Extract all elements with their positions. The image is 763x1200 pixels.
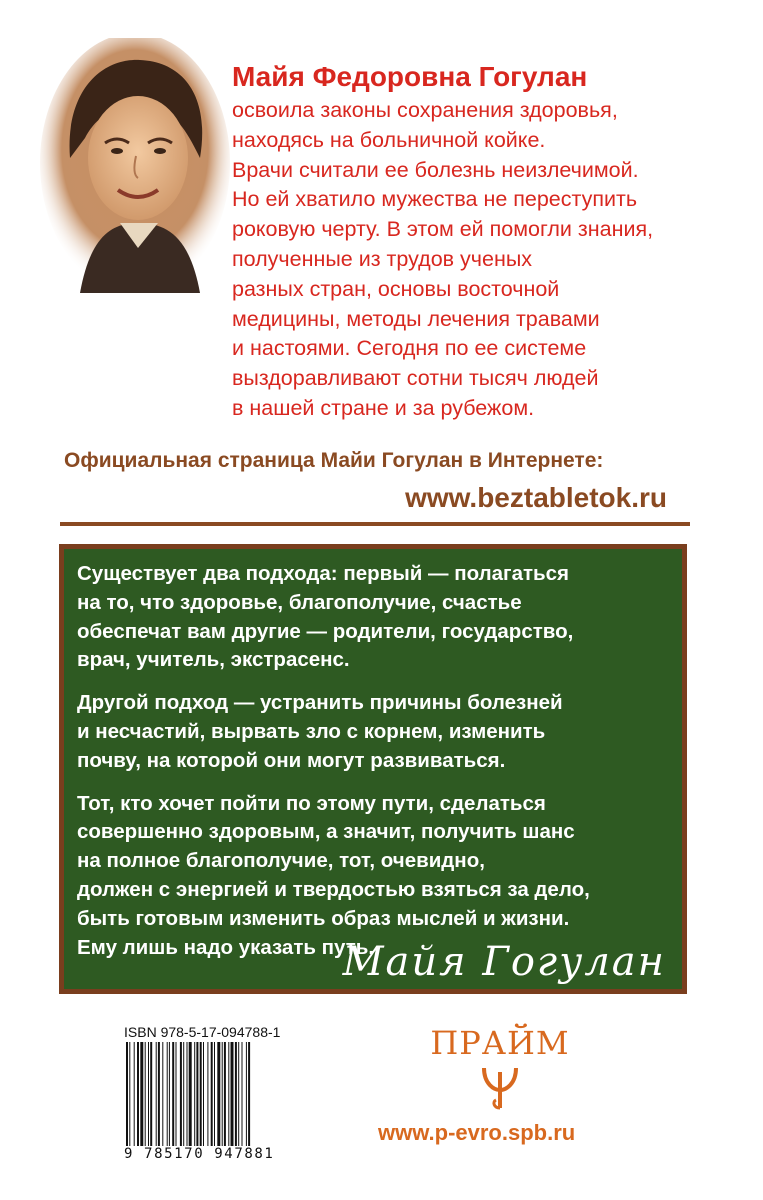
official-page-label: Официальная страница Майи Гогулан в Интернете: xyxy=(64,449,604,472)
quote-line: врач, учитель, экстрасенс. xyxy=(77,648,350,672)
quote-line: должен с энергией и твердостью взяться за дело, xyxy=(77,877,590,901)
quote-line: Ему лишь надо указать путь. xyxy=(77,935,375,959)
divider xyxy=(60,522,690,526)
publisher-name: ПРАЙМ xyxy=(430,1024,570,1062)
quote-paragraph xyxy=(77,560,677,675)
publisher-site-link[interactable]: www.p-evro.spb.ru xyxy=(378,1120,576,1145)
publisher-emblem-icon xyxy=(480,1064,520,1112)
bio-line: роковую черту. В этом ей помогли знания, xyxy=(232,217,654,242)
bio-line: медицины, методы лечения травами xyxy=(232,306,600,331)
bio-line: освоила законы сохранения здоровья, xyxy=(232,98,618,122)
author-block xyxy=(232,60,732,424)
bio-line: полученные из трудов ученых xyxy=(232,246,533,271)
author-portrait xyxy=(40,38,230,293)
quote-paragraph xyxy=(77,689,677,775)
quote-line: Другой подход — устранить причины болезней xyxy=(77,691,563,715)
isbn-label: ISBN 978-5-17-094788-1 xyxy=(124,1024,281,1040)
quote-line: на полное благополучие, тот, очевидно, xyxy=(77,849,485,873)
bio-line: находясь на больничной койке. xyxy=(232,127,546,152)
publisher-logo xyxy=(430,1024,570,1112)
barcode-digits: 9 785170 947881 xyxy=(124,1146,275,1162)
official-site-link[interactable]: www.beztabletok.ru xyxy=(405,482,667,513)
quote-line: обеспечат вам другие — родители, государство, xyxy=(77,619,574,643)
quote-line: почву, на которой они могут развиваться. xyxy=(77,748,506,772)
quote-line: совершенно здоровым, а значит, получить шанс xyxy=(77,820,575,844)
bio-line: и настоями. Сегодня по ее системе xyxy=(232,336,587,361)
quote-line: и несчастий, вырвать зло с корнем, изменить xyxy=(77,719,546,743)
quote-text xyxy=(77,560,677,976)
bio-line: разных стран, основы восточной xyxy=(232,276,560,301)
author-bio xyxy=(232,96,732,424)
bio-line: выздоравливают сотни тысяч людей xyxy=(232,366,599,391)
bio-line: в нашей стране и за рубежом. xyxy=(232,395,535,420)
quote-line: быть готовым изменить образ мыслей и жизни. xyxy=(77,906,570,930)
barcode xyxy=(124,1042,296,1146)
quote-panel xyxy=(59,544,687,994)
bio-line: Но ей хватило мужества не переступить xyxy=(232,187,638,212)
quote-line: на то, что здоровье, благополучие, счастье xyxy=(77,590,522,614)
quote-line: Существует два подхода: первый — полагаться xyxy=(77,562,569,585)
quote-line: Тот, кто хочет пойти по этому пути, сделаться xyxy=(77,791,546,815)
quote-paragraph xyxy=(77,790,677,963)
author-name: Майя Федоровна Гогулан xyxy=(232,61,588,92)
bio-line: Врачи считали ее болезнь неизлечимой. xyxy=(232,157,639,182)
author-signature: Майя Гогулан xyxy=(342,939,666,985)
